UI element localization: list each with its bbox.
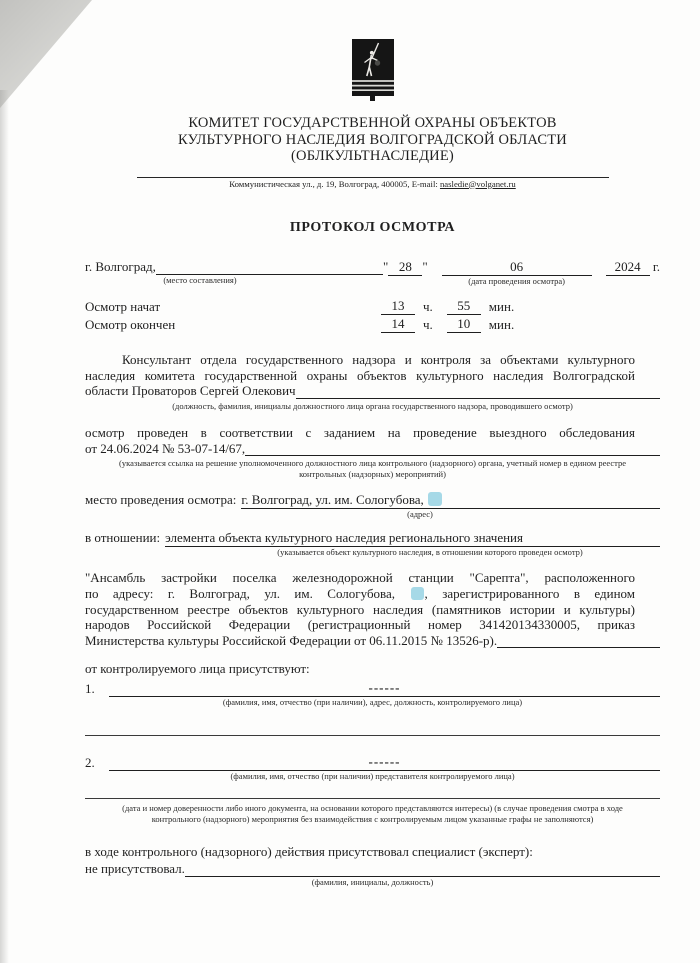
scan-edge-shadow <box>0 90 9 963</box>
org-name-line3: (ОБЛКУЛЬТНАСЛЕДИЕ) <box>291 148 454 164</box>
object-blank-line <box>497 633 660 649</box>
minute-unit: мин. <box>488 299 515 314</box>
year-value: 2024 <box>606 259 650 276</box>
document-title: ПРОТОКОЛ ОСМОТРА <box>289 219 456 235</box>
item1-blank-line: ------ <box>109 681 660 697</box>
close-quote: " <box>422 258 428 274</box>
attendee-item-1 <box>85 681 660 697</box>
end-hour: 14 <box>381 316 415 333</box>
official-paragraph <box>85 352 660 411</box>
official-line2: наследия комитета государственной охраны объектов культурного наследия Волгоградской <box>85 367 635 383</box>
hour-unit: ч. <box>423 299 433 314</box>
object-line5: Министерства культуры Российской Федерации от 06.11.2015 № 13526-р). <box>85 632 498 648</box>
basis-blank-line <box>245 441 660 457</box>
document-content <box>85 0 660 888</box>
location-block <box>85 492 660 520</box>
expert-section <box>85 844 660 888</box>
expert-line: в ходе контрольного (надзорного) действия присутствовал специалист (эксперт): <box>85 844 533 860</box>
place-date-row <box>85 259 660 287</box>
expert-value: не присутствовал. <box>85 860 185 876</box>
date-caption: (дата проведения осмотра) <box>468 275 565 286</box>
regarding-value-line <box>165 530 660 547</box>
official-caption: (должность, фамилия, инициалы должностного лица органа государственного надзора, проводившего осмотр) <box>172 400 573 411</box>
object-line1: "Ансамбль застройки поселка железнодорожной станции "Сарепта", расположенного <box>85 570 635 586</box>
basis-line2: от 24.06.2024 № 53-07-14/67, <box>85 440 246 456</box>
month-block <box>428 259 606 287</box>
official-line1: Консультант отдела государственного надзора и контроля за объектами культурного <box>122 352 635 367</box>
org-address-text: Коммунистическая ул., д. 19, Волгоград, 400005, E-mail: <box>229 178 440 189</box>
object-line2-after: , зарегистрированного в едином <box>424 586 636 602</box>
redaction-box <box>411 587 424 600</box>
item1-number: 1. <box>85 681 95 697</box>
year-block <box>606 259 660 276</box>
proxy-caption-line1: (дата и номер доверенности либо иного документа, на основании которого представляются интересы) (в случае проведения смотра в ходе <box>122 803 623 814</box>
basis-caption-line1: (указывается ссылка на решение уполномоченного должностного лица контрольного (надзорного) органа, учетный номер в едином реестре <box>118 458 627 469</box>
proxy-caption-line2: контрольного (надзорного) мероприятия без взаимодействия с контролируемым лицом указанные графы не заполняются) <box>151 813 594 824</box>
regarding-label: в отношении: <box>85 529 161 545</box>
org-name-line2: КУЛЬТУРНОГО НАСЛЕДИЯ ВОЛГОГРАДСКОЙ ОБЛАСТИ <box>178 131 567 148</box>
hour-unit: ч. <box>423 317 433 332</box>
expert-caption: (фамилия, инициалы, должность) <box>311 877 434 888</box>
place-value: г. Волгоград, <box>85 258 156 274</box>
item2-number: 2. <box>85 754 95 770</box>
location-caption: (адрес) <box>407 509 433 520</box>
open-quote: " <box>383 258 389 274</box>
item2-blank-line: ------ <box>109 755 660 771</box>
org-email: nasledie@volganet.ru <box>439 178 516 189</box>
regarding-caption: (указывается объект культурного наследия, в отношении которого проведен осмотр) <box>277 546 583 557</box>
object-line4: народов Российской Федерации (регистрационный номер 341420134330005, приказ <box>85 617 635 633</box>
regarding-value: элемента объекта культурного наследия регионального значения <box>165 529 523 545</box>
object-paragraph <box>85 570 660 648</box>
inspection-times <box>85 298 660 334</box>
month-value: 06 <box>442 259 592 276</box>
org-address <box>85 179 660 189</box>
attendees-heading: от контролируемого лица присутствуют: <box>85 661 310 677</box>
place-caption: (место составления) <box>163 274 237 285</box>
regarding-block <box>85 530 660 558</box>
basis-line1: осмотр проведен в соответствии с заданием на проведение выездного обследования <box>85 425 635 441</box>
year-suffix: г. <box>652 258 660 274</box>
blank-extra-line <box>85 735 660 736</box>
object-line3: государственном реестре объектов культурного наследия (памятников истории и культуры) <box>85 601 635 617</box>
redaction-box <box>428 492 442 506</box>
item1-caption: (фамилия, имя, отчество (при наличии), адрес, должность, контролируемого лица) <box>222 697 523 708</box>
attendee-item-2 <box>85 755 660 771</box>
place-blank-line <box>156 259 383 275</box>
location-value-line <box>241 492 660 509</box>
item2-caption: (фамилия, имя, отчество (при наличии) представителя контролируемого лица) <box>230 770 515 781</box>
scan-fold-shadow <box>0 0 92 108</box>
place-block <box>85 259 383 286</box>
location-label: место проведения осмотра: <box>85 492 237 508</box>
expert-blank-line <box>185 861 660 878</box>
start-hour: 13 <box>381 298 415 315</box>
official-line3: области Проваторов Сергей Олекович <box>85 383 296 399</box>
official-blank-line <box>296 383 660 399</box>
location-value: г. Волгоград, ул. им. Сологубова, <box>241 492 424 508</box>
object-line2-before: по адресу: г. Волгоград, ул. им. Сологубова, <box>85 586 396 602</box>
basis-caption-line2: контрольных (надзорных) мероприятий) <box>299 468 446 479</box>
basis-paragraph <box>85 425 660 479</box>
header-divider <box>137 177 609 178</box>
start-minute: 55 <box>447 298 481 315</box>
inspection-start-row <box>85 298 660 316</box>
start-label: Осмотр начат <box>85 299 161 314</box>
end-minute: 10 <box>447 316 481 333</box>
day-value: 28 <box>388 259 422 276</box>
volgograd-emblem-icon <box>351 38 395 102</box>
minute-unit: мин. <box>488 317 515 332</box>
org-name-line1: КОМИТЕТ ГОСУДАРСТВЕННОЙ ОХРАНЫ ОБЪЕКТОВ <box>188 115 557 131</box>
object-line2 <box>85 586 635 602</box>
end-label: Осмотр окончен <box>85 317 176 332</box>
day-block <box>383 259 428 276</box>
org-name <box>85 115 660 165</box>
proxy-blank-line <box>85 798 660 799</box>
inspection-end-row <box>85 316 660 334</box>
